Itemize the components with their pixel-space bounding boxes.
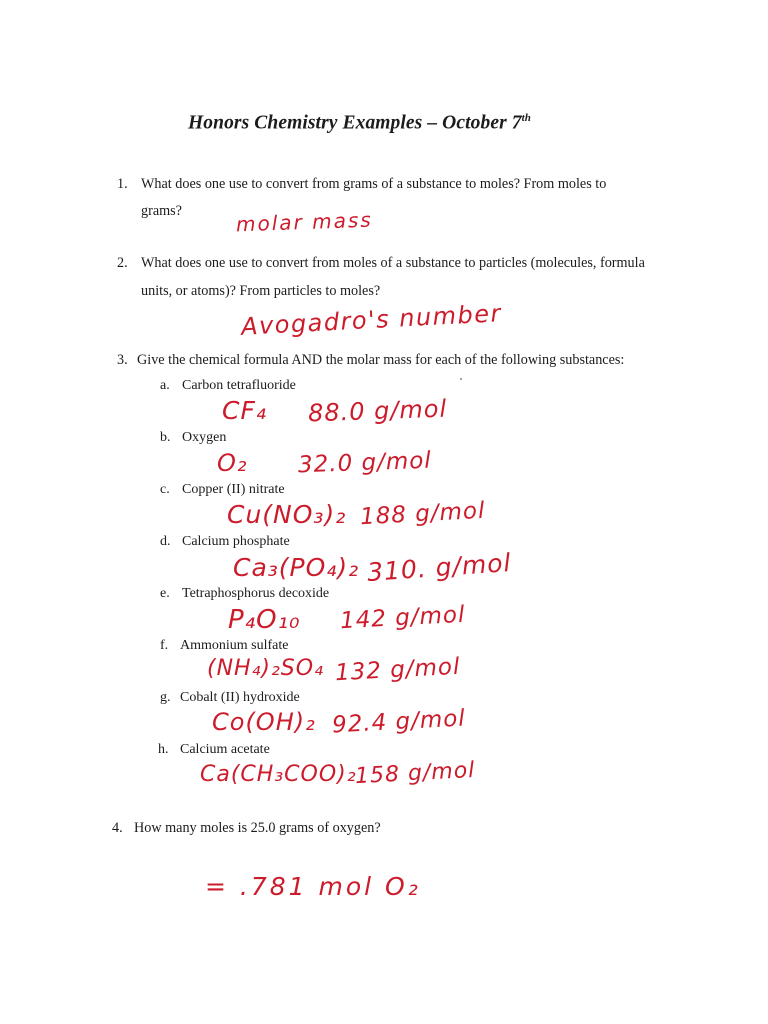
question-4-answer: = .781 mol O₂ [205, 872, 421, 901]
item-c-letter: c. [160, 482, 170, 497]
item-f-mass: 132 g/mol [334, 653, 462, 687]
question-2-line-1: What does one use to convert from moles of a substance to particles (molecules, formula [141, 255, 645, 271]
item-f-letter: f. [160, 638, 169, 653]
item-a-name: Carbon tetrafluoride [182, 378, 296, 393]
question-3-number: 3. [117, 352, 128, 368]
question-1-answer: molar mass [235, 207, 374, 237]
question-3-line-1: Give the chemical formula AND the molar mass for each of the following substances: [137, 352, 625, 368]
item-e-mass: 142 g/mol [339, 601, 467, 635]
item-h-name: Calcium acetate [180, 742, 270, 757]
item-a-formula: CF₄ [222, 396, 267, 425]
item-g-mass: 92.4 g/mol [331, 705, 467, 739]
item-c-formula: Cu(NO₃)₂ [227, 500, 347, 529]
item-b-mass: 32.0 g/mol [297, 447, 433, 479]
item-e-name: Tetraphosphorus decoxide [182, 586, 330, 601]
item-d-name: Calcium phosphate [182, 534, 290, 549]
question-2-line-2: units, or atoms)? From particles to moles? [141, 283, 381, 299]
item-f-name: Ammonium sulfate [180, 638, 289, 653]
item-b-name: Oxygen [182, 430, 227, 445]
question-1-line-1: What does one use to convert from grams of a substance to moles? From moles to [141, 176, 607, 192]
item-c-mass: 188 g/mol [359, 497, 487, 531]
item-d-letter: d. [160, 534, 171, 549]
item-h-formula: Ca(CH₃COO)₂ [200, 762, 357, 787]
item-d-formula: Ca₃(PO₄)₂ [233, 553, 360, 582]
question-2-answer: Avogadro's number [240, 299, 503, 341]
stray-mark [460, 378, 462, 380]
item-e-formula: P₄O₁₀ [228, 605, 301, 635]
item-g-name: Cobalt (II) hydroxide [180, 690, 300, 705]
item-d-mass: 310. g/mol [366, 547, 513, 588]
question-1-line-2: grams? [141, 203, 182, 219]
item-g-formula: Co(OH)₂ [212, 708, 316, 736]
title-superscript: th [521, 112, 531, 124]
question-4-number: 4. [112, 820, 123, 836]
question-2-number: 2. [117, 255, 128, 271]
item-b-letter: b. [160, 430, 171, 445]
item-a-letter: a. [160, 378, 170, 393]
question-1-number: 1. [117, 176, 128, 192]
item-c-name: Copper (II) nitrate [182, 482, 285, 497]
item-g-letter: g. [160, 690, 171, 705]
item-f-formula: (NH₄)₂SO₄ [207, 656, 324, 681]
item-e-letter: e. [160, 586, 170, 601]
page-title [188, 112, 531, 135]
item-h-mass: 158 g/mol [354, 757, 476, 790]
page-title-text: Honors Chemistry Examples – October 7 [188, 112, 522, 134]
question-4-line-1: How many moles is 25.0 grams of oxygen? [134, 820, 381, 836]
item-b-formula: O₂ [217, 449, 248, 477]
item-h-letter: h. [158, 742, 169, 757]
item-a-mass: 88.0 g/mol [307, 394, 448, 428]
